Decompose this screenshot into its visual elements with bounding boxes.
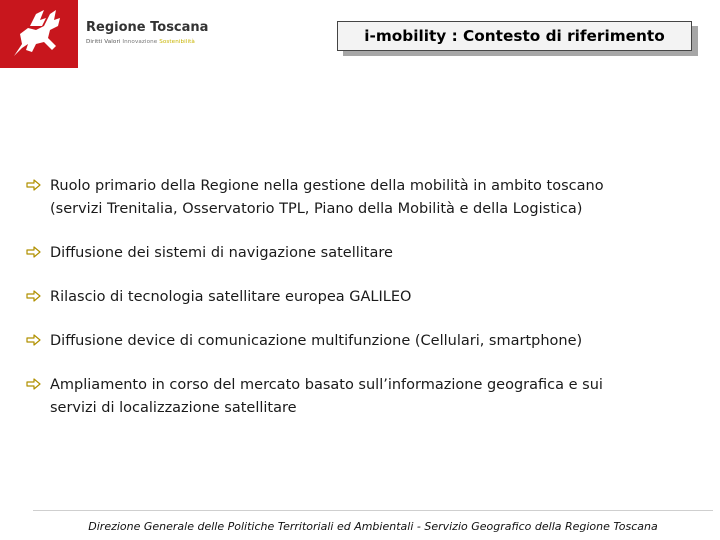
bullet-text xyxy=(50,330,582,353)
pegasus-logo xyxy=(0,0,78,68)
footer-text: Direzione Generale delle Politiche Territoriali ed Ambientali - Servizio Geografico della Regione Toscana xyxy=(88,520,658,533)
brand-tagline xyxy=(86,39,208,45)
arrow-right-icon xyxy=(26,179,41,191)
bullet-item xyxy=(26,286,716,309)
brand-block xyxy=(86,20,208,45)
bullet-line: Diffusione device di comunicazione multifunzione (Cellulari, smartphone) xyxy=(50,333,583,349)
bullet-line: Ampliamento in corso del mercato basato sull’informazione geografica e sui xyxy=(50,377,603,393)
arrow-right-icon xyxy=(26,334,41,346)
bullet-item xyxy=(26,175,716,221)
bullet-item xyxy=(26,242,716,265)
arrow-right-icon xyxy=(26,246,41,258)
tagline-word: Valori xyxy=(104,39,121,45)
arrow-right-icon xyxy=(26,378,41,390)
footer-divider xyxy=(33,510,713,511)
bullet-line: Diffusione dei sistemi di navigazione satellitare xyxy=(50,245,393,261)
bullet-item xyxy=(26,374,716,420)
arrow-right-icon xyxy=(26,290,41,302)
tagline-word: Diritti xyxy=(86,39,103,45)
tagline-word: Sostenibilità xyxy=(159,39,195,45)
slide-title: i-mobility : Contesto di riferimento xyxy=(337,21,692,51)
bullet-text xyxy=(50,242,393,265)
bullet-text xyxy=(50,175,604,221)
tagline-word: Innovazione xyxy=(122,39,158,45)
bullet-text xyxy=(50,374,603,420)
bullet-list xyxy=(26,175,716,441)
bullet-line: servizi di localizzazione satellitare xyxy=(50,400,297,416)
bullet-line: (servizi Trenitalia, Osservatorio TPL, Piano della Mobilità e della Logistica) xyxy=(50,201,583,217)
bullet-line: Rilascio di tecnologia satellitare europea GALILEO xyxy=(50,289,412,305)
pegasus-icon xyxy=(0,0,78,68)
bullet-item xyxy=(26,330,716,353)
bullet-text xyxy=(50,286,411,309)
bullet-line: Ruolo primario della Regione nella gestione della mobilità in ambito toscano xyxy=(50,178,604,194)
brand-name: Regione Toscana xyxy=(86,20,209,35)
